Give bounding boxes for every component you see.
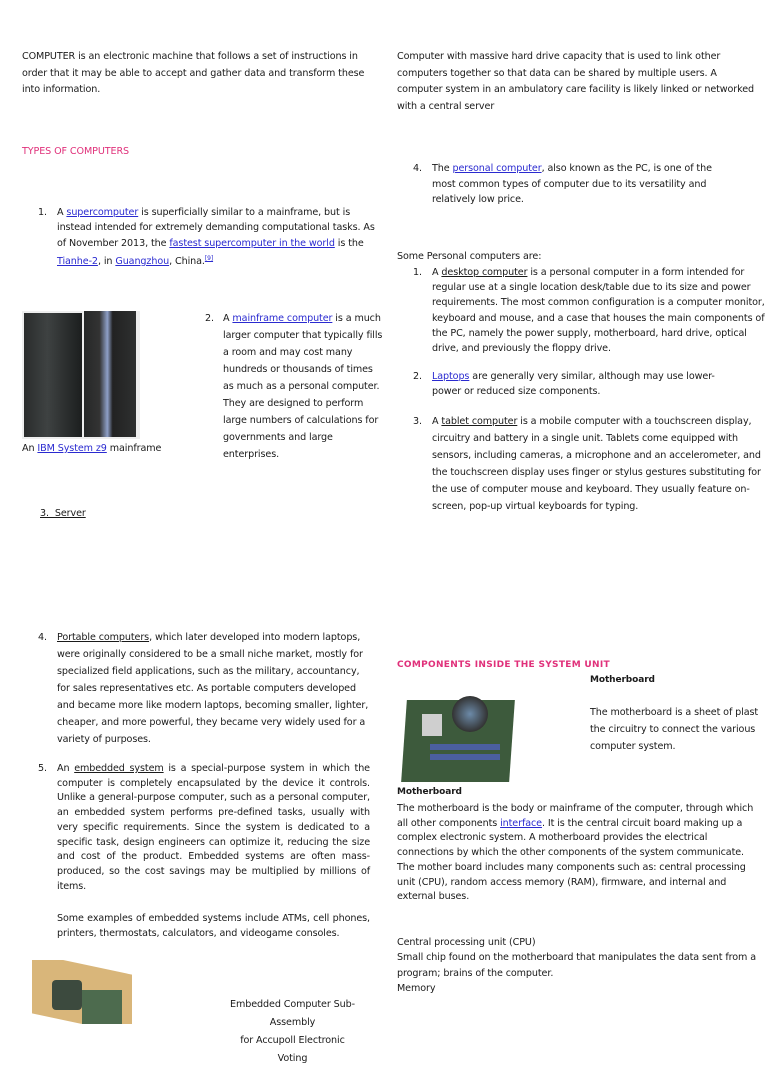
list-number: 5.: [38, 763, 47, 774]
list-number: 3.: [413, 416, 422, 427]
components-heading: COMPONENTS INSIDE THE SYSTEM UNIT: [397, 660, 610, 670]
text-line: computer system.: [590, 741, 676, 752]
item-personal-computer: [413, 161, 732, 208]
pc-tablet: [413, 413, 762, 515]
text: , also known as the PC, is one of the most common types of computer due to its versatility and relatively low price.: [432, 163, 712, 205]
motherboard-side-text: [590, 704, 758, 755]
item-supercomputer: [38, 205, 375, 269]
text: , which later developed into modern laptops, were originally considered to be a small niche market, mostly for specialized field applications, such as the military, accountancy, for sales representatives etc. As portable computers developed and became more like modern laptops, becoming smaller, lighter, cheaper, and more powerful, they became very widely used for a variety of purposes.: [57, 632, 369, 745]
text: An: [57, 763, 75, 774]
item-server: 3. Server: [40, 508, 86, 519]
item-portable: [38, 629, 375, 748]
types-heading: TYPES OF COMPUTERS: [22, 146, 130, 157]
embedded-system-term: embedded system: [74, 763, 164, 774]
supercomputer-link[interactable]: supercomputer: [66, 207, 139, 218]
item-mainframe: [205, 310, 383, 463]
list-number: 2.: [413, 371, 422, 382]
personal-computer-link[interactable]: personal computer: [452, 163, 542, 174]
text-line: The motherboard is a sheet of plast: [590, 707, 759, 718]
embedded-examples: Some examples of embedded systems include ATMs, cell phones, printers, thermostats, calculators, and videogame consoles.: [57, 913, 370, 939]
text: is a personal computer in a form intended for regular use at a single location desk/table due to its size and power requirements. The most common configuration is a computer monitor, keyboard and mouse, and a case that houses the main components of the PC, namely the power supply, motherboard, hard drive, optical drive, and previously the floppy drive.: [432, 267, 765, 355]
text: is a much larger computer that typically fills a room and may cost many hundreds or thousands of times as much as a personal computer. They are designed to perform large numbers of calculations for governments and large enterprises.: [223, 313, 383, 460]
laptops-link[interactable]: Laptops: [432, 371, 470, 382]
desktop-computer-term: desktop computer: [441, 267, 528, 278]
text: are generally very similar, although may use lower-power or reduced size components.: [432, 371, 715, 398]
text: A: [223, 313, 233, 324]
caption-line: Embedded Computer Sub-Assembly: [230, 999, 355, 1028]
fastest-supercomputer-link[interactable]: fastest supercomputer in the world: [169, 237, 335, 249]
text: . It is the central circuit board making up a complex electronic system. A motherboard provides the electrical connections by which the other components of the system communicate. The mother board includes many components such as: central processing unit (CPU), random access memory (RAM), firmware, and internal and external buses.: [397, 817, 746, 903]
motherboard-image: [400, 694, 516, 784]
motherboard-title: Motherboard: [590, 675, 655, 685]
text: The: [432, 163, 453, 174]
mainframe-image: [22, 311, 140, 439]
tianhe-link[interactable]: Tianhe-2: [57, 256, 98, 268]
list-number: 4.: [38, 632, 47, 643]
list-number: 4.: [413, 163, 422, 174]
list-number: 1.: [38, 207, 47, 218]
text: is superficially similar to a mainframe, but is instead intended for extremely demanding computational tasks. As of November 2013, the: [57, 207, 375, 249]
intro-paragraph: COMPUTER is an electronic machine that follows a set of instructions in order that it may be able to accept and gather data and transform these into information.: [22, 51, 365, 95]
text: is a mobile computer with a touchscreen display, circuitry and battery in a single unit. Tablets come equipped with sensors, including cameras, a microphone and an accelerometer, and the touchscreen display uses finger or stylus gestures substituting for the use of computer mouse and keyboard. They usually feature on-screen, pop-up virtual keyboards for typing.: [432, 416, 761, 512]
cpu-section: [397, 935, 767, 996]
caption-line: for Accupoll Electronic Voting: [240, 1035, 345, 1064]
text: The motherboard is the body or mainframe of the computer, through which all other components: [397, 803, 754, 829]
portable-computers-term: Portable computers: [57, 632, 150, 643]
text: mainframe: [106, 443, 162, 454]
text: A: [432, 267, 442, 278]
cpu-title: Central processing unit (CPU): [397, 937, 536, 948]
mainframe-caption: [22, 443, 161, 454]
some-pc-label: Some Personal computers are:: [397, 251, 542, 262]
tablet-computer-term: tablet computer: [441, 416, 518, 427]
text: is the: [334, 237, 364, 249]
list-number: 1.: [413, 267, 422, 278]
pc-laptops: [413, 369, 742, 399]
text: A: [432, 416, 442, 427]
text: An: [22, 443, 38, 454]
list-number: 2.: [205, 313, 214, 324]
motherboard-body: [397, 802, 757, 905]
embedded-caption: [230, 996, 355, 1068]
text: , in: [97, 256, 116, 268]
text: is a special-purpose system in which the computer is completely encapsulated by the device it controls. Unlike a general-purpose computer, such as a personal computer, an embedded system performs pre-defined tasks, usually with very specific requirements. Since the system is dedicated to a specific task, design engineers can optimize it, reducing the size and cost of the product. Embedded systems are often mass-produced, so the cost savings may be multiplied by millions of items.: [57, 763, 370, 892]
item-embedded: [38, 762, 370, 894]
motherboard-subtitle: Motherboard: [397, 787, 462, 797]
pc-desktop: [413, 265, 768, 356]
guangzhou-link[interactable]: Guangzhou: [115, 256, 170, 268]
server-description: Computer with massive hard drive capacity that is used to link other computers together so that data can be shared by multiple users. A computer system in an ambulatory care facility is likely linked or networked with a central server: [397, 51, 755, 112]
memory-title: Memory: [397, 982, 436, 994]
cpu-description: Small chip found on the motherboard that manipulates the data sent from a program; brains of the computer.: [397, 952, 756, 979]
text: A: [57, 207, 67, 218]
text-line: the circuitry to connect the various: [590, 724, 756, 735]
mainframe-computer-link[interactable]: mainframe computer: [232, 313, 333, 324]
reference-link[interactable]: [9]: [204, 254, 214, 262]
ibm-z9-link[interactable]: IBM System z9: [37, 443, 107, 454]
interface-link[interactable]: interface: [500, 817, 542, 829]
text: , China.: [169, 256, 205, 268]
embedded-computer-image: [22, 960, 132, 1024]
